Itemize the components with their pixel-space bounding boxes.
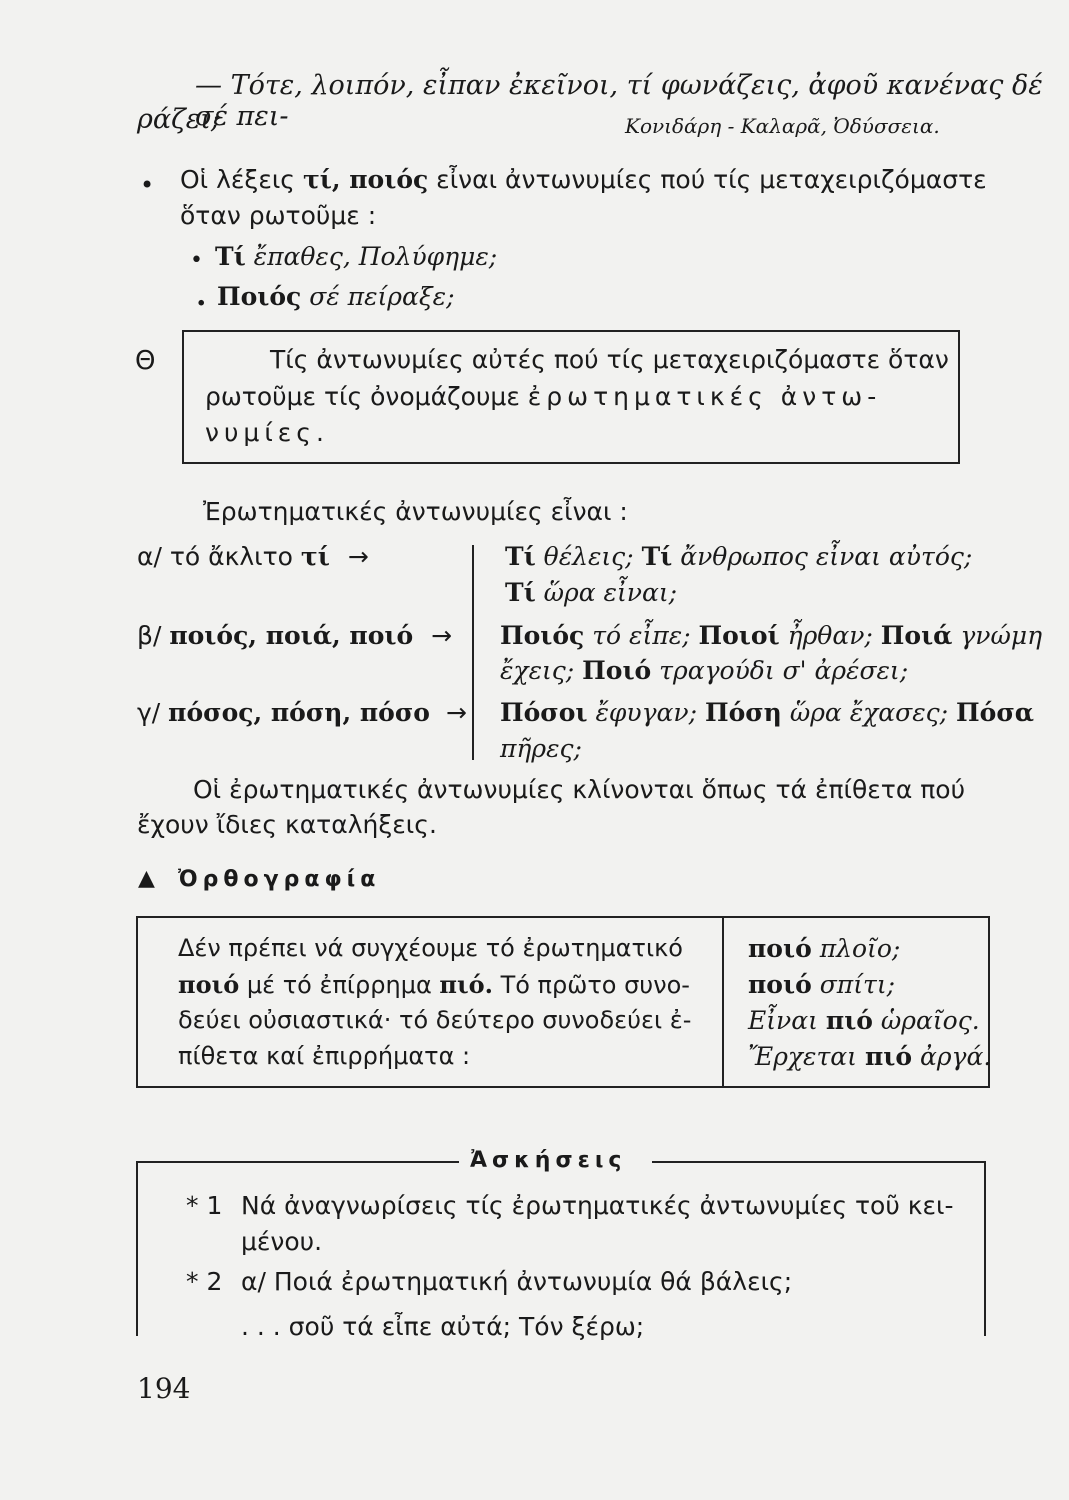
ex-bold: Ποιός [500, 621, 585, 650]
example-a-2 [505, 578, 677, 607]
type-label: γ/ [137, 698, 169, 727]
example-bold: Τί [215, 242, 246, 271]
type-c [137, 698, 467, 727]
ortho-text: Τό πρῶτο συνο- [492, 971, 690, 999]
definition-text: ρωτοῦμε τίς ὀνομάζουμε [205, 382, 528, 411]
ortho-right-1 [748, 934, 900, 963]
exercises-border-right [984, 1161, 986, 1336]
ex-italic: ἔφυγαν; [587, 698, 705, 727]
example-c-1 [500, 698, 1034, 727]
ex-bold: Τί [505, 542, 536, 571]
ortho-bold: πιό [864, 1042, 913, 1071]
example-c-2: πῆρες; [500, 734, 582, 763]
ortho-bold: ποιό [748, 934, 812, 963]
declension-line-2: ἔχουν ἴδιες καταλήξεις. [137, 810, 437, 839]
type-label: α/ τό ἄκλιτο [137, 542, 301, 571]
intro-text: εἶναι ἀντωνυμίες πού τίς μεταχειριζόμαστε [428, 165, 987, 194]
arrow-icon: → [445, 698, 467, 727]
orthography-divider [722, 916, 724, 1086]
quote-source: Κονιδάρη - Καλαρᾶ, Ὀδύσσεια. [625, 114, 940, 138]
ex-bold: Ποιό [582, 656, 652, 685]
list-title: Ἐρωτηματικές ἀντωνυμίες εἶναι : [203, 497, 628, 526]
ex-bold: Πόσα [956, 698, 1035, 727]
ex-bold: Ποιά [880, 621, 953, 650]
bullet: . [196, 278, 207, 313]
ortho-italic: ἀργά. [912, 1042, 992, 1071]
ex-bold: Τί [505, 578, 536, 607]
ortho-left-2 [178, 970, 690, 999]
ex-bold: Ποιοί [698, 621, 780, 650]
theta-marker: Θ [135, 346, 156, 376]
ex-italic: γνώμη [952, 621, 1043, 650]
type-word: τί [300, 542, 330, 571]
quote-line-1: — Τότε, λοιπόν, εἶπαν ἐκεῖνοι, τί φωνάζεις, ἀφοῦ κανένας δέ σέ πει- [195, 70, 1043, 132]
ortho-right-4 [748, 1042, 991, 1071]
quote-line-2: ράζει; [137, 104, 220, 135]
exercise-2-line-1: α/ Ποιά ἐρωτηματική ἀντωνυμία θά βάλεις; [241, 1267, 793, 1296]
ortho-left-1: Δέν πρέπει νά συγχέουμε τό ἐρωτηματικό [178, 934, 683, 962]
intro-line-2: ὅταν ρωτοῦμε : [180, 201, 377, 230]
ex-italic: τό εἶπε; [584, 621, 699, 650]
ortho-right-2 [748, 970, 895, 999]
type-a [137, 542, 369, 571]
example-2 [217, 282, 455, 311]
definition-line-2 [205, 382, 881, 411]
ortho-left-3: δεύει οὐσιαστικά· τό δεύτερο συνοδεύει ἐ- [178, 1006, 692, 1034]
example-italic: ἔπαθες, Πολύφημε; [245, 242, 498, 271]
example-bold: Ποιός [217, 282, 302, 311]
ex-italic: ἦρθαν; [779, 621, 881, 650]
exercises-rule-right [652, 1161, 986, 1163]
exercise-2-line-2: . . . σοῦ τά εἶπε αὐτά; Τόν ξέρω; [241, 1312, 645, 1341]
ortho-italic: Ἔρχεται [748, 1042, 865, 1071]
ortho-bold: ποιό [748, 970, 812, 999]
declension-line-1: Οἱ ἐρωτηματικές ἀντωνυμίες κλίνονται ὅπως τά ἐπίθετα πού [193, 775, 966, 804]
orthography-heading: Ὀρθογραφία [178, 867, 381, 892]
definition-term: ἐρωτηματικές ἀντω- [527, 382, 882, 411]
ortho-text: μέ τό ἐπίρρημα [239, 971, 440, 999]
intro-text: Οἱ λέξεις [180, 165, 303, 194]
example-italic: σέ πείραξε; [301, 282, 455, 311]
arrow-icon: → [347, 542, 369, 571]
ortho-italic: σπίτι; [811, 970, 896, 999]
ex-italic: ὥρα εἶναι; [535, 578, 678, 607]
bullet: • [190, 248, 203, 273]
warning-icon: ▲ [138, 866, 155, 891]
ex-bold: Πόση [704, 698, 782, 727]
definition-line-3: νυμίες. [205, 418, 329, 447]
ex-bold: Πόσοι [500, 698, 588, 727]
column-divider [472, 545, 474, 760]
exercise-2-number: * 2 [186, 1267, 223, 1296]
ortho-bold: πιό. [439, 970, 493, 999]
ortho-bold: ποιό [178, 970, 240, 999]
ortho-bold: πιό [825, 1006, 873, 1035]
arrow-icon: → [431, 621, 453, 650]
exercise-1-number: * 1 [186, 1191, 223, 1220]
exercises-rule-left [136, 1161, 459, 1163]
example-b-2 [500, 656, 908, 685]
ex-italic: τραγούδι σ' ἀρέσει; [651, 656, 909, 685]
ex-italic: θέλεις; [535, 542, 642, 571]
example-a-1 [505, 542, 972, 571]
type-b [137, 621, 452, 650]
definition-line-1: Τίς ἀντωνυμίες αὐτές πού τίς μεταχειριζόμαστε ὅταν [270, 345, 949, 374]
page-number: 194 [137, 1372, 191, 1405]
example-1 [215, 242, 497, 271]
ortho-right-3 [748, 1006, 980, 1035]
ex-italic: ὥρα ἔχασες; [781, 698, 957, 727]
intro-line-1 [180, 165, 987, 194]
exercises-border-left [136, 1161, 138, 1336]
exercise-1-line-2: μένου. [241, 1227, 323, 1256]
example-b-1 [500, 621, 1042, 650]
ex-bold: Τί [641, 542, 673, 571]
intro-bold-words: τί, ποιός [302, 165, 429, 194]
ortho-italic: πλοῖο; [811, 934, 901, 963]
ortho-italic: Εἶναι [748, 1006, 826, 1035]
type-word: ποιός, ποιά, ποιό [169, 621, 414, 650]
ortho-left-4: πίθετα καί ἐπιρρήματα : [178, 1042, 471, 1070]
exercise-1-line-1: Νά ἀναγνωρίσεις τίς ἐρωτηματικές ἀντωνυμίες τοῦ κει- [241, 1191, 954, 1220]
ex-italic: ἄνθρωπος εἶναι αὐτός; [672, 542, 973, 571]
ortho-italic: ὡραῖος. [872, 1006, 980, 1035]
bullet: • [140, 171, 155, 199]
type-word: πόσος, πόση, πόσο [168, 698, 430, 727]
ex-italic: ἔχεις; [500, 656, 583, 685]
type-label: β/ [137, 621, 170, 650]
exercises-heading: Ἀσκήσεις [470, 1148, 627, 1173]
